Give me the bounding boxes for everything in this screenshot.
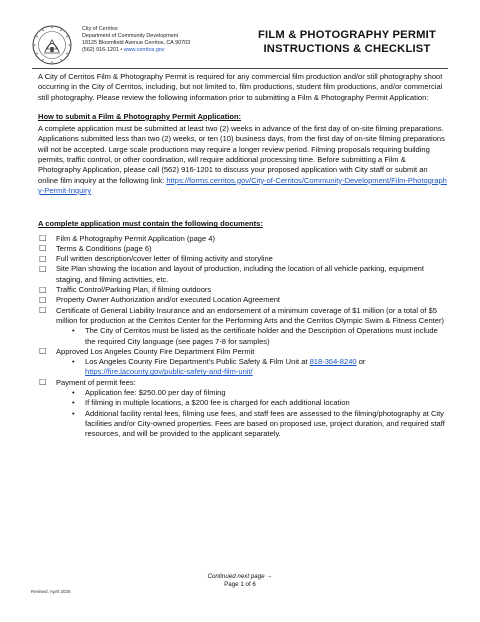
title-line-1: FILM & PHOTOGRAPHY PERMIT xyxy=(257,29,436,41)
film-inquiry-link[interactable]: https://forms.cerritos.gov/City-of-Cerritos/Community-Development/Film-Photography-Permit-Inquiry xyxy=(38,175,447,195)
continued-note: Continued next page → xyxy=(207,573,273,580)
fire-permit-sublist xyxy=(56,357,448,378)
checklist-item-label: Approved Los Angeles County Fire Department Film Permit xyxy=(56,346,255,356)
website-link[interactable]: www.cerritos.gov xyxy=(123,46,165,53)
how-to-heading: How to submit a Film & Photography Permit Application: xyxy=(38,111,242,121)
documents-checklist xyxy=(38,234,448,440)
documents-heading: A complete application must contain the following documents: xyxy=(38,219,263,229)
checklist-item[interactable] xyxy=(56,234,448,244)
checklist-item[interactable] xyxy=(56,347,448,378)
checklist-item[interactable] xyxy=(56,264,448,285)
phone-web-line xyxy=(82,47,190,54)
page-body xyxy=(38,72,448,440)
sub-item: • If filming in multiple locations, a $200 fee is charged for each additional location xyxy=(85,398,448,408)
checklist-item[interactable] xyxy=(56,295,448,305)
fire-note-text: Los Angeles County Fire Department's Public Safety & Film Unit at xyxy=(85,357,310,367)
insurance-sublist xyxy=(56,326,448,347)
revision-date: Revised: April 2025 xyxy=(31,589,71,594)
how-to-body: A complete application must be submitted at least two (2) weeks in advance of the first day of on-site filming preparations. Applications submitted less than two (2) weeks, or ten (10) business days, from the first day of on-site filming preparations will not be accepted. Large scale productions may require a longer review period. Filming proposals requiring building permits, traffic control, or other coordination, will require additional processing time. Before submitting a Film & Photography Application, please call (562) 916-1201 to discuss your proposed application with City staff or submit an online film inquiry at the following link: xyxy=(38,124,445,185)
checklist-item-label: Film & Photography Permit Application (page 4) xyxy=(56,233,215,243)
fire-website-link[interactable]: https://fire.lacounty.gov/public-safety-and-film-unit/ xyxy=(85,367,253,377)
checklist-item[interactable] xyxy=(56,285,448,295)
sub-item: • The City of Cerritos must be listed as the certificate holder and the Description of Operations must include the required City language (see pages 7-8 for samples) xyxy=(85,326,448,347)
fees-sublist xyxy=(56,388,448,439)
spacer xyxy=(38,196,448,210)
checklist-item[interactable] xyxy=(56,254,448,264)
header-divider xyxy=(32,68,448,69)
city-seal-logo xyxy=(32,25,72,65)
department-name: Department of Community Development xyxy=(82,32,179,39)
org-name: City of Cerritos xyxy=(82,26,118,32)
checklist-item[interactable] xyxy=(56,306,448,347)
intro-paragraph: A City of Cerritos Film & Photography Permit is required for any commercial film production and/or still photography shoot occurring in the City of Cerritos, including, but not limited to, film productions, student film productions, and/or commercial still photography. Please review the following information prior to submitting a Film & Photography Permit Application: xyxy=(38,72,443,102)
page-number: Page 1 of 6 xyxy=(224,581,256,588)
checklist-item-label: Payment of permit fees: xyxy=(56,377,136,387)
checklist-item-label: Site Plan showing the location and layout of production, including the location of all vehicle parking, equipment staging, and filming activities, etc. xyxy=(56,264,424,284)
checklist-item-label: Terms & Conditions (page 6) xyxy=(56,243,152,253)
document-title xyxy=(242,28,452,56)
fire-phone-link[interactable]: 818-364-8240 xyxy=(309,357,357,367)
checklist-item-label: Traffic Control/Parking Plan, if filming outdoors xyxy=(56,285,212,295)
checklist-item-label: Certificate of General Liability Insurance and an endorsement of a minimum coverage of $1 million (or a total of $5 million for production at the Cerritos Center for the Performing Arts and the Cerritos Olympic Swim & Fitness Center) xyxy=(56,305,444,325)
how-to-paragraph xyxy=(38,124,448,196)
checklist-item-label: Full written description/cover letter of filming activity and storyline xyxy=(56,254,273,264)
city-contact-block xyxy=(82,26,190,54)
address: 18125 Bloomfield Avenue Cerritos, CA 90703 xyxy=(82,39,191,46)
sub-item xyxy=(85,357,448,378)
sub-item: • Application fee: $250.00 per day of filming xyxy=(85,388,448,398)
title-line-2: INSTRUCTIONS & CHECKLIST xyxy=(263,43,431,55)
page-header xyxy=(32,22,452,62)
separator: • xyxy=(120,46,123,53)
fire-note-or: or xyxy=(356,357,366,367)
checklist-item[interactable] xyxy=(56,378,448,440)
phone: (562) 916-1201 xyxy=(82,46,119,53)
checklist-item[interactable] xyxy=(56,244,448,254)
sub-item: • Additional facility rental fees, filming use fees, and staff fees are assessed to the filming/photography at City facilities and/or City-owned properties. Fees are based on proposed use, project duration, and required staff resources, and will be provided to the applicant separately. xyxy=(85,409,448,440)
checklist-item-label: Property Owner Authorization and/or executed Location Agreement xyxy=(56,295,281,305)
